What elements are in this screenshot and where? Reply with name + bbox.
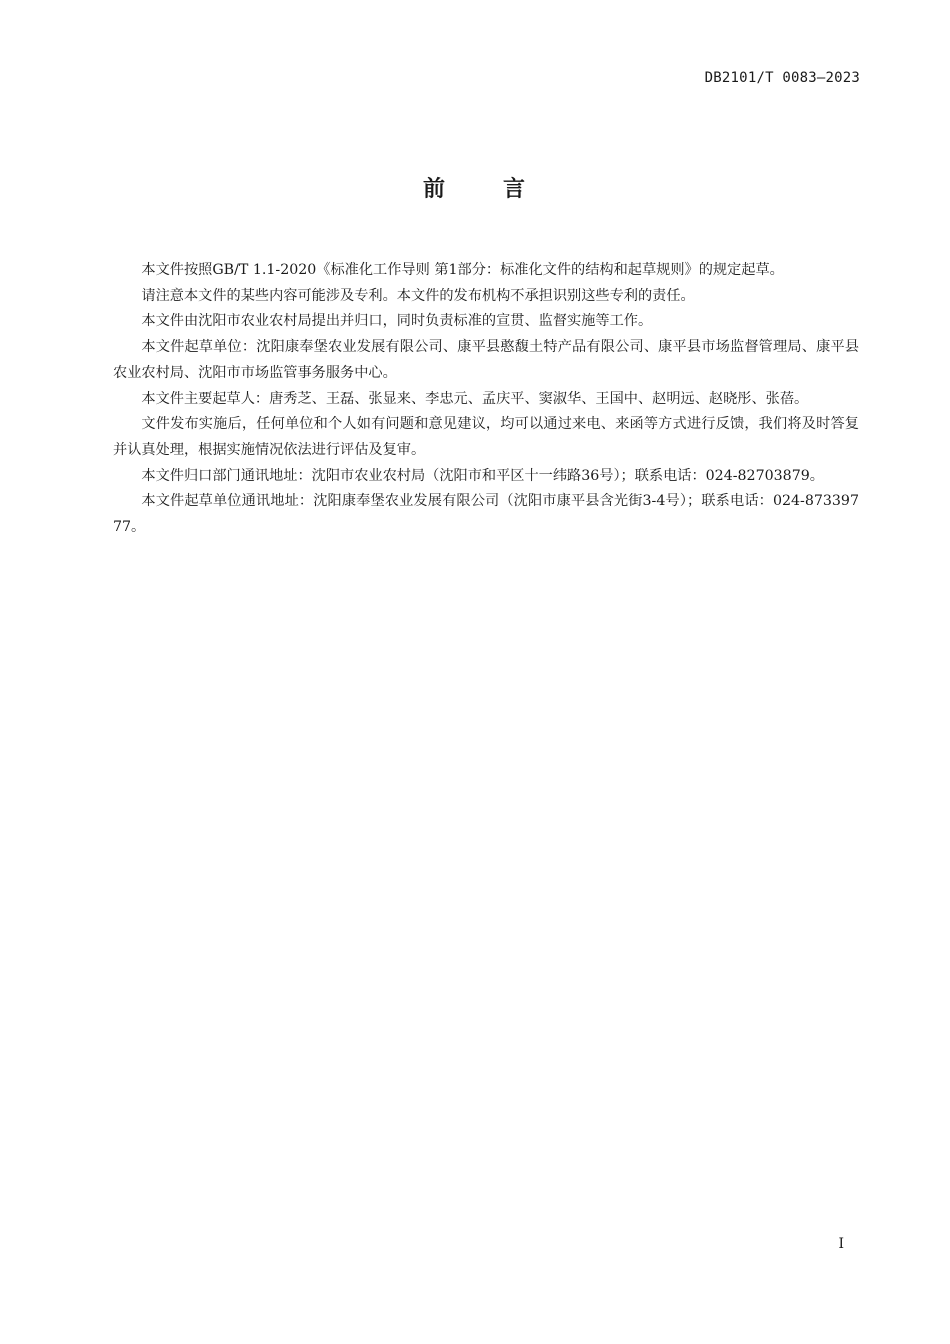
page-number: I — [838, 1236, 844, 1252]
paragraph-patent-notice: 请注意本文件的某些内容可能涉及专利。本文件的发布机构不承担识别这些专利的责任。 — [141, 287, 695, 304]
paragraph-drafters: 本文件主要起草人：唐秀芝、王磊、张显来、李忠元、孟庆平、窦淑华、王国中、赵明远、赵晓彤、张蓓。 — [141, 390, 809, 407]
paragraph-authority-address: 本文件归口部门通讯地址：沈阳市农业农村局（沈阳市和平区十一纬路36号）；联系电话：024-82703879。 — [141, 467, 824, 484]
foreword-body — [113, 258, 859, 541]
paragraph-drafting-units: 本文件起草单位：沈阳康奉堡农业发展有限公司、康平县憨馥土特产品有限公司、康平县市场监督管理局、康平县农业农村局、沈阳市市场监管事务服务中心。 — [113, 339, 859, 381]
page-title — [0, 172, 950, 203]
title-char-1: 前 — [422, 177, 447, 202]
paragraph-drafter-address: 本文件起草单位通讯地址：沈阳康奉堡农业发展有限公司（沈阳市康平县含光街3-4号）；联系电话：024-87339777。 — [113, 493, 859, 536]
title-char-2: 言 — [503, 177, 528, 202]
document-code: DB2101/T 0083—2023 — [704, 70, 860, 86]
paragraph-drafting-rules: 本文件按照GB/T 1.1-2020《标准化工作导则 第1部分：标准化文件的结构和起草规则》的规定起草。 — [141, 262, 784, 278]
paragraph-feedback: 文件发布实施后，任何单位和个人如有问题和意见建议，均可以通过来电、来函等方式进行反馈，我们将及时答复并认真处理，根据实施情况依法进行评估及复审。 — [113, 416, 859, 458]
paragraph-proposer: 本文件由沈阳市农业农村局提出并归口，同时负责标准的宣贯、监督实施等工作。 — [141, 313, 653, 330]
